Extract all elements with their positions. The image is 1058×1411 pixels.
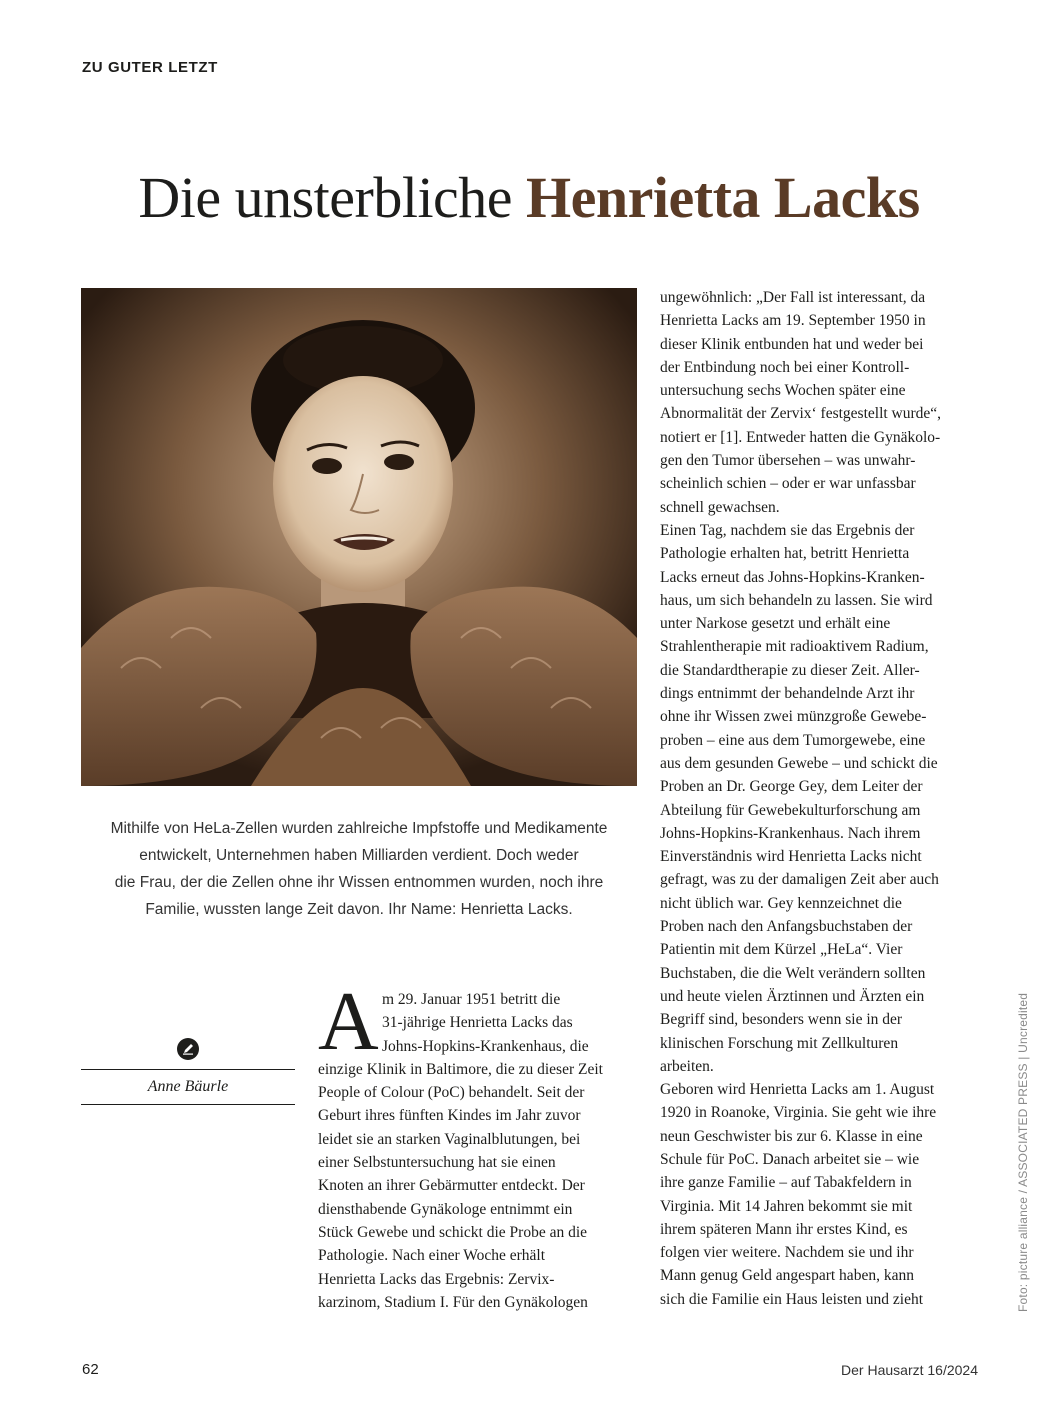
photo-caption xyxy=(66,815,652,923)
portrait-illustration xyxy=(81,288,637,786)
text-line: leidet sie an starken Vaginalblutungen, bei xyxy=(318,1130,581,1148)
text-line: gefragt, was zu der damaligen Zeit aber auch xyxy=(660,871,939,889)
text-line: unter Narkose gesetzt und erhält eine xyxy=(660,615,891,633)
text-line: die Standardtherapie zu dieser Zeit. Aller- xyxy=(660,661,920,679)
text-line: Johns-Hopkins-Krankenhaus. Nach ihrem xyxy=(660,824,921,842)
text-line: 31-jährige Henrietta Lacks das xyxy=(382,1014,573,1032)
text-line: Abteilung für Gewebekulturforschung am xyxy=(660,801,921,819)
text-line: Henrietta Lacks das Ergebnis: Zervix- xyxy=(318,1270,555,1288)
text-line: sich die Familie ein Haus leisten und zieht xyxy=(660,1290,924,1308)
text-line: Pathologie. Nach einer Woche erhält xyxy=(318,1247,546,1265)
text-line: Einverständnis wird Henrietta Lacks nicht xyxy=(660,848,922,866)
text-line: Pathologie erhalten hat, betritt Henrietta xyxy=(660,545,910,563)
text-line: Geboren wird Henrietta Lacks am 1. August xyxy=(660,1081,935,1099)
issue-label: Der Hausarzt 16/2024 xyxy=(841,1362,978,1378)
page-title xyxy=(0,160,1058,236)
text-line: diensthabende Gynäkologe entnimmt ein xyxy=(318,1200,573,1218)
text-line: schnell gewachsen. xyxy=(660,498,780,516)
caption-line: Mithilfe von HeLa-Zellen wurden zahlreiche Impfstoffe und Medikamente xyxy=(110,820,608,837)
text-line: haus, um sich behandeln zu lassen. Sie wird xyxy=(660,591,933,609)
photo-credit: Foto: picture alliance / ASSOCIATED PRESS | Uncredited xyxy=(1016,992,1030,1312)
text-line: aus dem gesunden Gewebe – und schickt die xyxy=(660,754,938,772)
text-line: dieser Klinik entbunden hat und weder bei xyxy=(660,335,924,353)
text-line: untersuchung sechs Wochen später eine xyxy=(660,382,906,400)
text-line: proben – eine aus dem Tumorgewebe, eine xyxy=(660,731,926,749)
author-divider-bottom xyxy=(81,1104,295,1105)
text-line: ungewöhnlich: „Der Fall ist interessant, da xyxy=(660,289,926,306)
article-column-2 xyxy=(660,286,982,1311)
text-line: Stück Gewebe und schickt die Probe an die xyxy=(318,1223,588,1241)
text-line: Knoten an ihrer Gebärmutter entdeckt. Der xyxy=(318,1177,585,1195)
text-line: Henrietta Lacks am 19. September 1950 in xyxy=(660,312,926,330)
section-label: ZU GUTER LETZT xyxy=(82,59,218,76)
text-line: folgen vier weitere. Nachdem sie und ihr xyxy=(660,1244,914,1262)
text-line: einzige Klinik in Baltimore, die zu dieser Zeit xyxy=(318,1060,603,1078)
text-line: Schule für PoC. Danach arbeitet sie – wie xyxy=(660,1150,920,1168)
text-line: und heute vielen Ärztinnen und Ärzten ein xyxy=(660,987,925,1005)
text-line: 1920 in Roanoke, Virginia. Sie geht wie ihre xyxy=(660,1104,937,1122)
text-line: gen den Tumor übersehen – was unwahr- xyxy=(660,452,916,470)
caption-line: Familie, wussten lange Zeit davon. Ihr Name: Henrietta Lacks. xyxy=(145,901,573,918)
author-name: Anne Bäurle xyxy=(147,1078,229,1095)
text-line: der Entbindung noch bei einer Kontroll- xyxy=(660,358,910,376)
text-line: neun Geschwister bis zur 6. Klasse in eine xyxy=(660,1127,923,1145)
text-line: klinischen Forschung mit Zellkulturen xyxy=(660,1034,899,1052)
text-line: Strahlentherapie mit radioaktivem Radium, xyxy=(660,638,929,656)
pen-icon xyxy=(177,1038,199,1060)
text-line: notiert er [1]. Entweder hatten die Gynäkolo- xyxy=(660,428,941,446)
text-line: Proben an Dr. George Gey, dem Leiter der xyxy=(660,778,923,796)
text-line: nicht üblich war. Gey kennzeichnet die xyxy=(660,894,902,912)
caption-line: die Frau, der die Zellen ohne ihr Wissen entnommen wurden, noch ihre xyxy=(114,874,604,891)
text-line: ihre ganze Familie – auf Tabakfeldern in xyxy=(660,1174,912,1192)
text-line: Lacks erneut das Johns-Hopkins-Kranken- xyxy=(660,568,925,586)
text-line: dings entnimmt der behandelnde Arzt ihr xyxy=(660,685,915,703)
title-part-plain: Die unsterbliche xyxy=(138,165,513,230)
text-line: Begriff sind, besonders wenn sie in der xyxy=(660,1011,903,1029)
text-line: m 29. Januar 1951 betritt die xyxy=(382,991,561,1008)
text-line: Mann genug Geld angespart haben, kann xyxy=(660,1267,914,1285)
text-line: Johns-Hopkins-Krankenhaus, die xyxy=(382,1037,589,1055)
text-line: Buchstaben, die die Welt verändern sollten xyxy=(660,964,926,982)
caption-line: entwickelt, Unternehmen haben Milliarden verdient. Doch weder xyxy=(139,847,579,864)
title-part-accent: Henrietta Lacks xyxy=(526,165,920,230)
text-line: Abnormalität der Zervix‘ festgestellt wurde“, xyxy=(660,405,942,423)
text-line: People of Colour (PoC) behandelt. Seit der xyxy=(318,1084,585,1102)
portrait-photo xyxy=(81,288,637,786)
drop-cap: A xyxy=(318,975,379,1068)
text-line: einer Selbstuntersuchung hat sie einen xyxy=(318,1154,556,1172)
text-line: Virginia. Mit 14 Jahren bekommt sie mit xyxy=(660,1197,913,1215)
page-number: 62 xyxy=(82,1361,99,1378)
text-line: Geburt ihres fünften Kindes im Jahr zuvor xyxy=(318,1107,581,1125)
text-line: scheinlich schien – oder er war unfassbar xyxy=(660,475,916,493)
article-column-1 xyxy=(318,975,638,1314)
text-line: karzinom, Stadium I. Für den Gynäkologen xyxy=(318,1293,588,1311)
text-line: ohne ihr Wissen zwei münzgroße Gewebe- xyxy=(660,708,927,726)
text-line: ihrem späteren Mann ihr erstes Kind, es xyxy=(660,1220,908,1238)
author-box xyxy=(81,1038,295,1105)
text-line: Patientin mit dem Kürzel „HeLa“. Vier xyxy=(660,941,903,959)
text-line: Proben nach den Anfangsbuchstaben der xyxy=(660,918,913,936)
text-line: Einen Tag, nachdem sie das Ergebnis der xyxy=(660,521,915,539)
text-line: arbeiten. xyxy=(660,1057,714,1075)
